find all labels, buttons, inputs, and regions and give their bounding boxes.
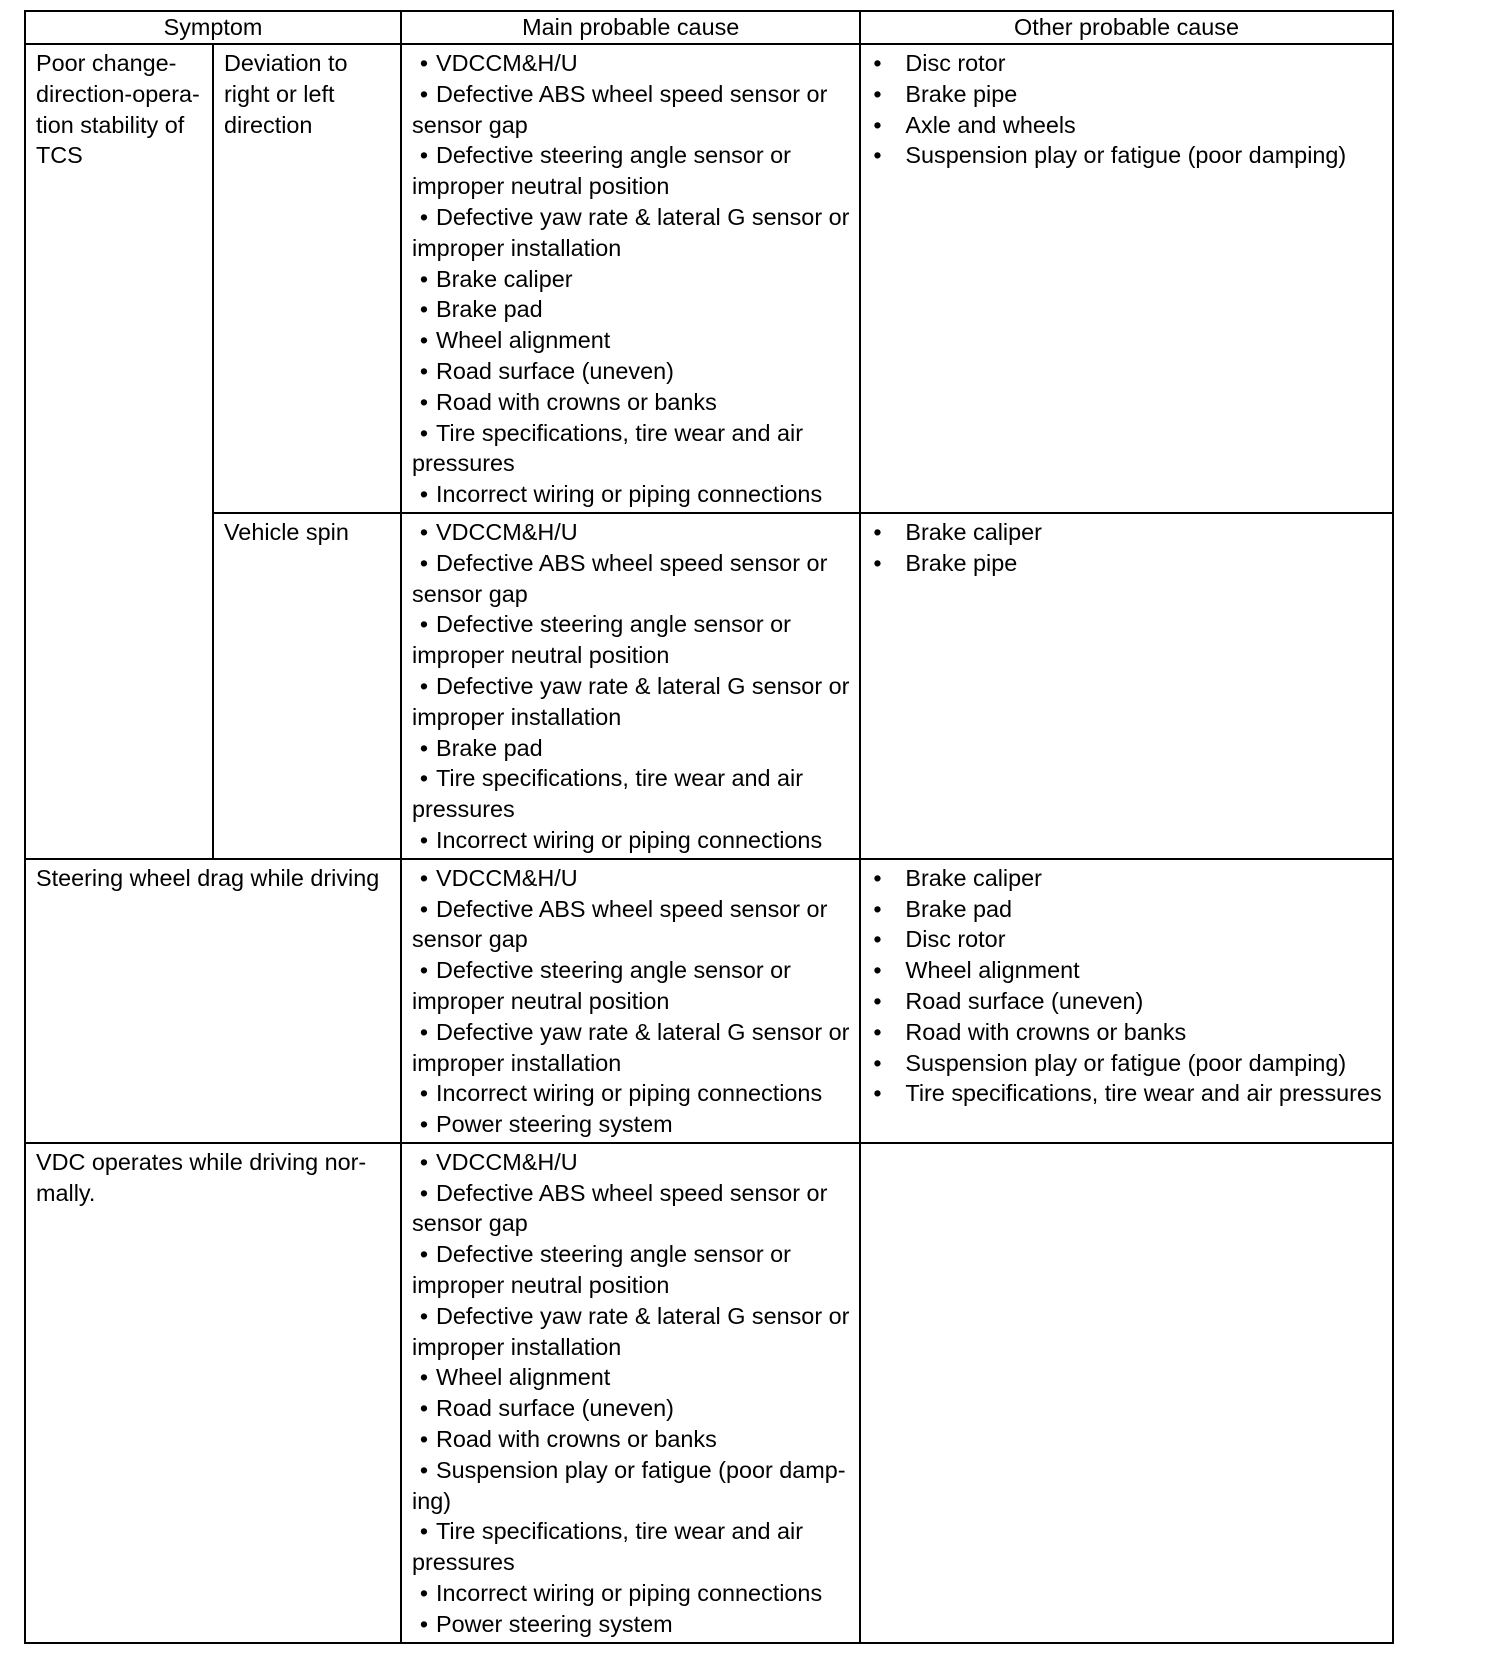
bullet-item: • Axle and wheels xyxy=(871,110,1381,141)
bullet-item: • Power steering system xyxy=(412,1609,849,1640)
cell-text-line: tion stability of xyxy=(36,111,185,138)
table-row-vehicle-spin xyxy=(25,513,1393,859)
bullet-item: • Brake pipe xyxy=(871,548,1381,579)
cell-text-line: mally. xyxy=(36,1179,96,1206)
bullet-item-continuation: improper installation xyxy=(412,234,622,261)
bullet-item: • Defective steering angle sensor or xyxy=(412,955,849,986)
other-cause-cell xyxy=(860,1143,1392,1643)
bullet-item: • Disc rotor xyxy=(871,48,1381,79)
bullet-item: • Brake caliper xyxy=(871,863,1381,894)
bullet-item: • Defective ABS wheel speed sensor or xyxy=(412,1178,849,1209)
cell-text-line: TCS xyxy=(36,142,83,169)
bullet-item-continuation: improper neutral position xyxy=(412,1272,670,1299)
bullet-item-continuation: improper neutral position xyxy=(412,642,670,669)
main-cause-cell xyxy=(401,859,860,1143)
bullet-item: • Suspension play or fatigue (poor damping) xyxy=(871,140,1381,171)
bullet-item: • Incorrect wiring or piping connections xyxy=(412,1578,849,1609)
bullet-item-continuation: improper neutral position xyxy=(412,987,670,1014)
bullet-item-continuation: sensor gap xyxy=(412,111,528,138)
bullet-item: • VDCCM&H/U xyxy=(412,48,849,79)
bullet-item-continuation: ing) xyxy=(412,1487,452,1514)
cell-text-line: Deviation to xyxy=(224,50,348,76)
bullet-item: • Tire specifications, tire wear and air xyxy=(412,418,849,449)
bullet-item-continuation: sensor gap xyxy=(412,580,528,607)
cell-text-line: VDC operates while driving nor- xyxy=(36,1148,367,1175)
bullet-item: • Brake pipe xyxy=(871,79,1381,110)
bullet-item: • Disc rotor xyxy=(871,924,1381,955)
bullet-item: • Power steering system xyxy=(412,1109,849,1140)
header-other-cause: Other probable cause xyxy=(860,11,1392,44)
symptom-cell xyxy=(25,44,213,859)
bullet-item: • Defective steering angle sensor or xyxy=(412,140,849,171)
bullet-item: • Incorrect wiring or piping connections xyxy=(412,1078,849,1109)
bullet-item-continuation: improper neutral position xyxy=(412,173,670,200)
main-cause-cell xyxy=(401,44,860,513)
symptom-cell xyxy=(25,859,401,1143)
bullet-item: • Defective yaw rate & lateral G sensor or xyxy=(412,1301,849,1332)
bullet-item: • Wheel alignment xyxy=(412,325,849,356)
bullet-item-continuation: sensor gap xyxy=(412,1210,528,1237)
bullet-item: • Road surface (uneven) xyxy=(412,1393,849,1424)
cell-text-line: Steering wheel drag while driving xyxy=(36,864,380,891)
other-cause-cell xyxy=(860,44,1392,513)
cell-text-line: Poor change- xyxy=(36,50,177,76)
other-cause-cell xyxy=(860,513,1392,859)
bullet-item-continuation: improper installation xyxy=(412,1049,622,1076)
bullet-item: • Brake caliper xyxy=(871,517,1381,548)
main-cause-cell xyxy=(401,1143,860,1643)
table-row-vdc-operates xyxy=(25,1143,1393,1643)
bullet-item: • Defective steering angle sensor or xyxy=(412,609,849,640)
bullet-item: • Tire specifications, tire wear and air pressures xyxy=(871,1078,1381,1109)
bullet-item: • Brake pad xyxy=(412,733,849,764)
other-cause-cell xyxy=(860,859,1392,1143)
bullet-item: • Defective ABS wheel speed sensor or xyxy=(412,548,849,579)
sub-symptom-cell xyxy=(213,513,401,859)
sub-symptom-cell xyxy=(213,44,401,513)
cell-text-line: Vehicle spin xyxy=(224,518,349,545)
bullet-item: • Wheel alignment xyxy=(871,955,1381,986)
bullet-item: • Road surface (uneven) xyxy=(412,356,849,387)
bullet-item: • Road with crowns or banks xyxy=(871,1017,1381,1048)
bullet-item: • VDCCM&H/U xyxy=(412,1147,849,1178)
bullet-item: • VDCCM&H/U xyxy=(412,517,849,548)
bullet-item: • Tire specifications, tire wear and air xyxy=(412,1516,849,1547)
main-cause-cell xyxy=(401,513,860,859)
bullet-item: • Defective yaw rate & lateral G sensor or xyxy=(412,1017,849,1048)
bullet-item: • Suspension play or fatigue (poor damp- xyxy=(412,1455,849,1486)
bullet-item: • Wheel alignment xyxy=(412,1362,849,1393)
cell-text-line: direction xyxy=(224,111,313,138)
bullet-item: • Suspension play or fatigue (poor damping) xyxy=(871,1048,1381,1079)
bullet-item: • Incorrect wiring or piping connections xyxy=(412,825,849,856)
bullet-item: • Road surface (uneven) xyxy=(871,986,1381,1017)
bullet-item: • Defective steering angle sensor or xyxy=(412,1239,849,1270)
table-row-deviation xyxy=(25,44,1393,513)
cell-text-line: direction-opera- xyxy=(36,80,200,107)
bullet-item-continuation: pressures xyxy=(412,796,515,823)
diagnosis-table-sheet xyxy=(24,10,1394,1644)
bullet-item-continuation: pressures xyxy=(412,1549,515,1576)
bullet-item: • Road with crowns or banks xyxy=(412,1424,849,1455)
bullet-item: • Defective ABS wheel speed sensor or xyxy=(412,894,849,925)
bullet-item: • Defective ABS wheel speed sensor or xyxy=(412,79,849,110)
bullet-item-continuation: sensor gap xyxy=(412,926,528,953)
bullet-item: • Tire specifications, tire wear and air xyxy=(412,763,849,794)
bullet-item: • Road with crowns or banks xyxy=(412,387,849,418)
diagnosis-table xyxy=(24,10,1394,1644)
table-row-steering-drag xyxy=(25,859,1393,1143)
bullet-item: • Brake pad xyxy=(871,894,1381,925)
bullet-item-continuation: improper installation xyxy=(412,1333,622,1360)
bullet-item: • VDCCM&H/U xyxy=(412,863,849,894)
bullet-item: • Brake caliper xyxy=(412,264,849,295)
header-main-cause: Main probable cause xyxy=(401,11,860,44)
bullet-item: • Brake pad xyxy=(412,294,849,325)
bullet-item-continuation: pressures xyxy=(412,450,515,477)
bullet-item: • Defective yaw rate & lateral G sensor or xyxy=(412,202,849,233)
header-row xyxy=(25,11,1393,44)
header-symptom: Symptom xyxy=(25,11,401,44)
bullet-item: • Incorrect wiring or piping connections xyxy=(412,479,849,510)
symptom-cell xyxy=(25,1143,401,1643)
cell-text-line: right or left xyxy=(224,80,335,107)
bullet-item-continuation: improper installation xyxy=(412,703,622,730)
bullet-item: • Defective yaw rate & lateral G sensor or xyxy=(412,671,849,702)
